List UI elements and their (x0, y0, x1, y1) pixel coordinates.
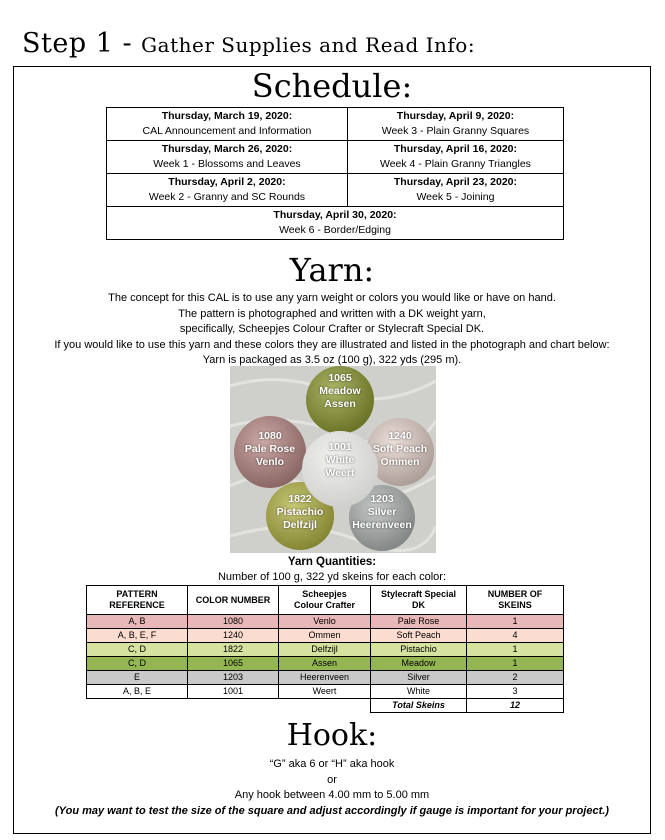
yarn-label-meadow: 1065 Meadow Assen (319, 372, 361, 410)
schedule-row (107, 174, 564, 207)
yarn-line: If you would like to use this yarn and these colors they are illustrated and listed in the photograph and chart below: (54, 338, 610, 351)
cell-skeins: 1 (467, 643, 564, 657)
table-row (87, 685, 564, 699)
total-label: Total Skeins (371, 699, 467, 713)
schedule-date: Thursday, March 26, 2020: (161, 143, 293, 155)
cell-color-number: 1240 (188, 629, 279, 643)
schedule-table (106, 107, 564, 240)
quantities-table (86, 585, 564, 713)
cell-color-number: 1822 (188, 643, 279, 657)
schedule-row (107, 108, 564, 141)
cell-scheepjes: Assen (279, 657, 371, 671)
cell-scheepjes: Heerenveen (279, 671, 371, 685)
step-subtitle: Gather Supplies and Read Info: (141, 33, 476, 57)
schedule-date: Thursday, April 16, 2020: (393, 143, 518, 155)
yarn-line: Yarn is packaged as 3.5 oz (100 g), 322 yds (295 m). (202, 354, 462, 367)
total-value: 12 (467, 699, 564, 713)
table-row (87, 629, 564, 643)
hook-line: Any hook between 4.00 mm to 5.00 mm (234, 789, 430, 801)
cell-skeins: 2 (467, 671, 564, 685)
cell-stylecraft: Pale Rose (371, 615, 467, 629)
schedule-cell (347, 174, 563, 207)
cell-reference: E (87, 671, 188, 685)
yarn-description (14, 291, 650, 369)
cell-skeins: 1 (467, 657, 564, 671)
cell-scheepjes: Weert (279, 685, 371, 699)
cell-stylecraft: Silver (371, 671, 467, 685)
hook-line: or (327, 773, 337, 786)
schedule-cell (107, 174, 348, 207)
yarn-label-soft-peach: 1240 Soft Peach Ommen (372, 430, 428, 468)
cell-reference: C, D (87, 643, 188, 657)
yarn-photo (230, 366, 436, 553)
cell-stylecraft: Soft Peach (371, 629, 467, 643)
schedule-cell (107, 108, 348, 141)
cell-reference: C, D (87, 657, 188, 671)
cell-stylecraft: Meadow (371, 657, 467, 671)
col-header-color-number: COLOR NUMBER (188, 586, 279, 615)
schedule-desc: Week 6 - Border/Edging (279, 224, 391, 236)
yarn-label-pistachio: 1822 Pistachio Delfzijl (276, 493, 324, 531)
quantities-title: Yarn Quantities: (287, 556, 377, 568)
hook-heading: Hook: (286, 718, 378, 753)
cell-color-number: 1001 (188, 685, 279, 699)
cell-skeins: 1 (467, 615, 564, 629)
cell-reference: A, B (87, 615, 188, 629)
quantities-subtitle: Number of 100 g, 322 yd skeins for each color: (217, 571, 447, 583)
schedule-date: Thursday, April 30, 2020: (273, 209, 397, 221)
schedule-desc: Week 4 - Plain Granny Triangles (379, 158, 531, 170)
cell-skeins: 4 (467, 629, 564, 643)
schedule-date: Thursday, April 9, 2020: (396, 110, 515, 122)
total-spacer (87, 699, 371, 713)
quantities-header-row (87, 586, 564, 615)
yarn-line: specifically, Scheepjes Colour Crafter or Stylecraft Special DK. (179, 323, 485, 336)
cell-reference: A, B, E (87, 685, 188, 699)
yarn-heading: Yarn: (289, 251, 375, 289)
schedule-desc: Week 5 - Joining (416, 191, 495, 203)
schedule-desc: Week 2 - Granny and SC Rounds (148, 191, 306, 203)
col-header-reference: PATTERN REFERENCE (87, 586, 188, 615)
step-dash: - (113, 28, 142, 59)
schedule-cell (107, 141, 348, 174)
step-title (22, 28, 475, 59)
cell-scheepjes: Delfzijl (279, 643, 371, 657)
hook-note: (You may want to test the size of the square and adjust accordingly if gauge is important for your project.) (55, 804, 609, 817)
schedule-desc: Week 1 - Blossoms and Leaves (153, 158, 301, 170)
cell-color-number: 1080 (188, 615, 279, 629)
col-header-skeins: NUMBER OF SKEINS (467, 586, 564, 615)
cell-scheepjes: Ommen (279, 629, 371, 643)
table-row (87, 671, 564, 685)
schedule-date: Thursday, March 19, 2020: (161, 110, 293, 122)
cell-skeins: 3 (467, 685, 564, 699)
cell-reference: A, B, E, F (87, 629, 188, 643)
yarn-label-silver: 1203 Silver Heerenveen (352, 493, 412, 531)
table-row (87, 643, 564, 657)
cell-color-number: 1203 (188, 671, 279, 685)
cell-color-number: 1065 (188, 657, 279, 671)
table-row (87, 657, 564, 671)
schedule-desc: CAL Announcement and Information (142, 125, 312, 137)
yarn-label-pale-rose: 1080 Pale Rose Venlo (244, 430, 296, 468)
col-header-stylecraft: Stylecraft Special DK (371, 586, 467, 615)
schedule-desc: Week 3 - Plain Granny Squares (381, 125, 530, 137)
schedule-date: Thursday, April 2, 2020: (168, 176, 286, 188)
total-row (87, 699, 564, 713)
hook-details (14, 757, 650, 819)
cell-stylecraft: White (371, 685, 467, 699)
schedule-row (107, 207, 564, 240)
schedule-cell-final (107, 207, 564, 240)
schedule-date: Thursday, April 23, 2020: (393, 176, 518, 188)
yarn-label-white: 1001 White Weert (325, 441, 355, 479)
cell-stylecraft: Pistachio (371, 643, 467, 657)
schedule-cell (347, 141, 563, 174)
content-frame (13, 66, 651, 834)
col-header-scheepjes: Scheepjes Colour Crafter (279, 586, 371, 615)
table-row (87, 615, 564, 629)
schedule-cell (347, 108, 563, 141)
cell-scheepjes: Venlo (279, 615, 371, 629)
step-main: Step 1 (22, 28, 114, 59)
yarn-line: The pattern is photographed and written with a DK weight yarn, (178, 307, 486, 320)
hook-line: “G” aka 6 or “H” aka hook (269, 758, 395, 770)
schedule-heading: Schedule: (251, 67, 413, 105)
yarn-line: The concept for this CAL is to use any yarn weight or colors you would like or have on hand. (108, 292, 556, 304)
schedule-row (107, 141, 564, 174)
